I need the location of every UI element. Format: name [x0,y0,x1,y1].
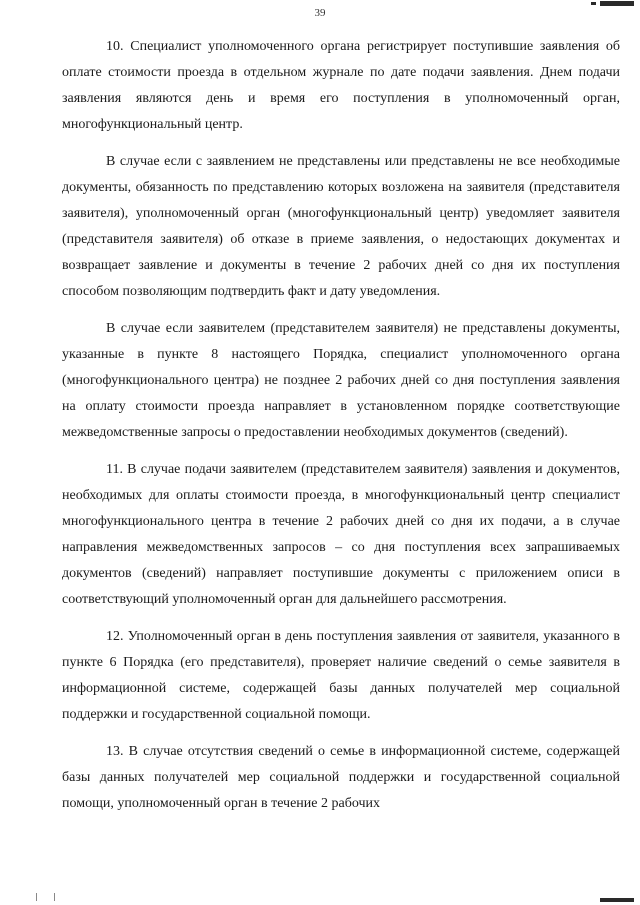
scan-artifact-mark [600,898,634,902]
paragraph-interagency-requests: В случае если заявителем (представителем заявителя) не представлены документы, указанные в пункте 8 настоящего Порядка, специалист уполномоченного органа (многофункционального центра) не позднее 2 рабочих дней со дня поступления заявления на оплату стоимости проезда направляет в установленном порядке соответствующие межведомственные запросы о предоставлении необходимых документов (сведений). [62,321,620,440]
paragraph-10: 10. Специалист уполномоченного органа регистрирует поступившие заявления об оплате стоимости проезда в отдельном журнале по дате подачи заявления. Днем подачи заявления являются день и время его поступления в уполномоченный орган, многофункциональный центр. [62,39,620,132]
paragraph-12: 12. Уполномоченный орган в день поступления заявления от заявителя, указанного в пункте 6 Порядка (его представителя), проверяет наличие сведений о семье заявителя в информационной системе, содержащей базы данных получателей мер социальной поддержки и государственной социальной помощи. [62,629,620,722]
paragraph-11: 11. В случае подачи заявителем (представителем заявителя) заявления и документов, необходимых для оплаты стоимости проезда, в многофункциональный центр специалист многофункционального центра в течение 2 рабочих дней со дня их подачи, а в случае направления межведомственных запросов – со дня поступления всех запрашиваемых документов (сведений) направляет поступившие документы с приложением описи в соответствующий уполномоченный орган для дальнейшего рассмотрения. [62,462,620,607]
paragraph-13: 13. В случае отсутствия сведений о семье в информационной системе, содержащей базы данных получателей мер социальной поддержки и государственной социальной помощи, уполномоченный орган в течение 2 рабочих [62,744,620,811]
scan-artifact-mark [600,1,634,6]
document-body [62,34,620,817]
scan-edge-tick [54,893,55,901]
paragraph-incomplete-documents: В случае если с заявлением не представлены или представлены не все необходимые документы, обязанность по представлению которых возложена на заявителя (представителя заявителя), уполномоченный орган (многофункциональный центр) уведомляет заявителя (представителя заявителя) об отказе в приеме заявления, о недостающих документах и возвращает заявление и документы в течение 2 рабочих дней со дня их поступления способом позволяющим подтвердить факт и дату уведомления. [62,154,620,299]
page-number: 39 [314,7,326,19]
scan-edge-tick [36,893,37,901]
